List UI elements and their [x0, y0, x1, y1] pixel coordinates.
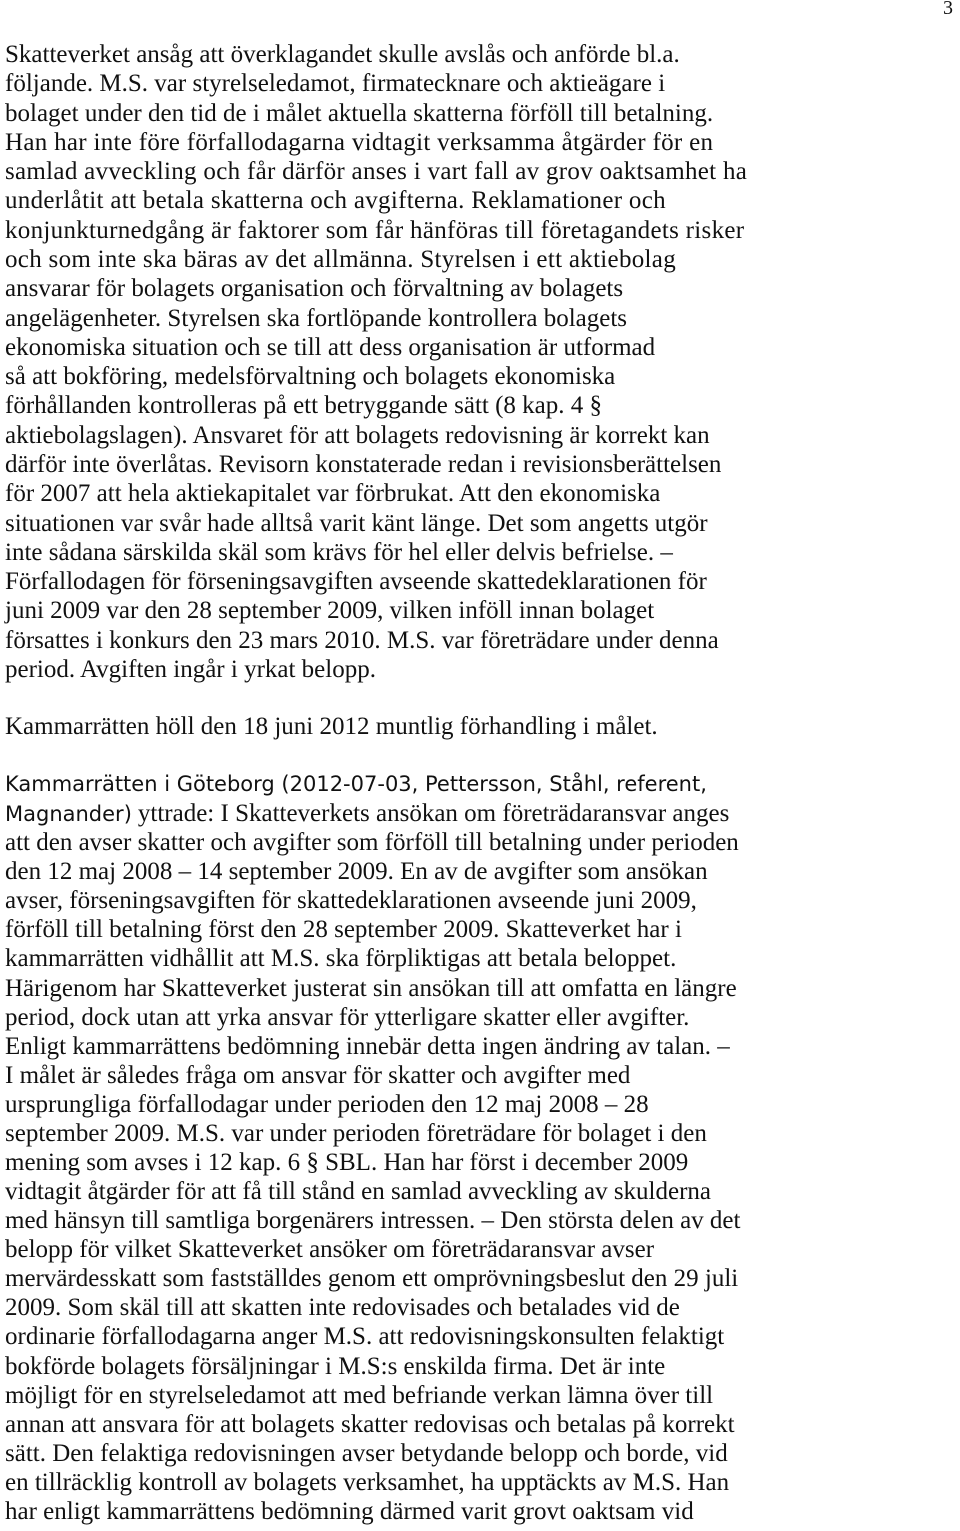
text-line: samlad avveckling och får därför anses i vart fall av grov oaktsamhet ha: [5, 158, 748, 186]
paragraph-tax-agency-argument: [5, 40, 950, 684]
text-line: ansvarar för bolagets organisation och förvaltning av bolagets: [5, 275, 624, 303]
text-line: Han har inte före förfallodagarna vidtagit verksamma åtgärder för en: [5, 128, 714, 156]
text-line: mervärdesskatt som fastställdes genom ett omprövningsbeslut den 29 juli: [5, 1265, 739, 1293]
text-line: förföll till betalning först den 28 september 2009. Skatteverket har i: [5, 916, 682, 944]
text-line: ekonomiska situation och se till att dess organisation är utformad: [5, 333, 656, 361]
text-line: kammarrätten vidhållit att M.S. ska förpliktigas att betala beloppet.: [5, 945, 677, 973]
paragraph-court-judgment: [5, 770, 950, 1526]
text-line-court-heading: Kammarrätten i Göteborg (2012-07-03, Pettersson, Ståhl, referent,: [5, 772, 707, 796]
text-line: för 2007 att hela aktiekapitalet var förbrukat. Att den ekonomiska: [5, 480, 661, 508]
text-line: Skatteverket ansåg att överklagandet skulle avslås och anförde bl.a.: [5, 41, 680, 68]
text-line: inte sådana särskilda skäl som krävs för hel eller delvis befrielse. –: [5, 538, 673, 566]
text-line: belopp för vilket Skatteverket ansöker om företrädaransvar avser: [5, 1236, 655, 1264]
text-line: underlåtit att betala skatterna och avgifterna. Reklamationer och: [5, 187, 666, 215]
text-line: situationen var svår hade alltså varit känt länge. Det som angetts utgör: [5, 509, 708, 537]
text-line: sätt. Den felaktiga redovisningen avser betydande belopp och borde, vid: [5, 1439, 728, 1467]
text-line: aktiebolagslagen). Ansvaret för att bolagets redovisning är korrekt kan: [5, 421, 710, 449]
text-line: annan att ansvara för att bolagets skatter redovisas och betalas på korrekt: [5, 1410, 735, 1438]
text-line: ursprungliga förfallodagar under perioden den 12 maj 2008 – 28: [5, 1090, 649, 1118]
text-line: med hänsyn till samtliga borgenärers intressen. – Den största delen av det: [5, 1207, 741, 1235]
text-line: följande. M.S. var styrelseledamot, firmatecknare och aktieägare i: [5, 70, 666, 98]
text-line: september 2009. M.S. var under perioden företrädare för bolaget i den: [5, 1119, 707, 1147]
text-line: 2009. Som skäl till att skatten inte redovisades och betalades vid de: [5, 1294, 680, 1322]
text-line: bolaget under den tid de i målet aktuella skatterna förföll till betalning.: [5, 99, 714, 127]
paragraph-oral-hearing: [5, 712, 950, 741]
text-line: period, dock utan att yrka ansvar för ytterligare skatter eller avgifter.: [5, 1003, 690, 1031]
page-number: 3: [943, 0, 953, 19]
text-line: så att bokföring, medelsförvaltning och bolagets ekonomiska: [5, 363, 616, 391]
text-line: och som inte ska bäras av det allmänna. Styrelsen i ett aktiebolag: [5, 245, 676, 273]
text-segment: yttrade: I Skatteverkets ansökan om företrädaransvar anges: [137, 800, 730, 828]
text-line: [5, 799, 950, 828]
text-line: försattes i konkurs den 23 mars 2010. M.S. var företrädare under denna: [5, 626, 719, 654]
text-line: ordinarie förfallodagarna anger M.S. att redovisningskonsulten felaktigt: [5, 1323, 725, 1351]
text-line: I målet är således fråga om ansvar för skatter och avgifter med: [5, 1061, 631, 1089]
judge-name: Magnander): [5, 802, 132, 827]
text-line: bokförde bolagets försäljningar i M.S:s enskilda firma. Det är inte: [5, 1352, 666, 1380]
text-line: Enligt kammarrättens bedömning innebär detta ingen ändring av talan. –: [5, 1032, 730, 1060]
text-line: Härigenom har Skatteverket justerat sin ansökan till att omfatta en längre: [5, 974, 737, 1002]
text-line: Kammarrätten höll den 18 juni 2012 muntlig förhandling i målet.: [5, 713, 658, 740]
text-line: den 12 maj 2008 – 14 september 2009. En av de avgifter som ansökan: [5, 858, 708, 886]
text-line: period. Avgiften ingår i yrkat belopp.: [5, 655, 376, 683]
text-line: mening som avses i 12 kap. 6 § SBL. Han har först i december 2009: [5, 1149, 689, 1177]
text-line: en tillräcklig kontroll av bolagets verksamhet, ha upptäckts av M.S. Han: [5, 1468, 730, 1496]
text-line: avser, förseningsavgiften för skattedeklarationen avseende juni 2009,: [5, 887, 697, 915]
text-line: Förfallodagen för förseningsavgiften avseende skattedeklarationen för: [5, 568, 707, 596]
text-line: vidtagit åtgärder för att få till stånd en samlad avveckling av skulderna: [5, 1178, 712, 1206]
text-line: konjunkturnedgång är faktorer som får hänföras till företagandets risker: [5, 216, 745, 244]
text-line: juni 2009 var den 28 september 2009, vilken inföll innan bolaget: [5, 597, 655, 625]
text-line: därför inte överlåtas. Revisorn konstaterade redan i revisionsberättelsen: [5, 450, 722, 478]
text-line: förhållanden kontrolleras på ett betryggande sätt (8 kap. 4 §: [5, 392, 603, 420]
text-line: möjligt för en styrelseledamot att med befriande verkan lämna över till: [5, 1381, 714, 1409]
text-line: har enligt kammarrättens bedömning därmed varit grovt oaktsam vid: [5, 1497, 694, 1525]
text-line: att den avser skatter och avgifter som förföll till betalning under perioden: [5, 829, 739, 857]
text-line: angelägenheter. Styrelsen ska fortlöpande kontrollera bolagets: [5, 304, 628, 332]
